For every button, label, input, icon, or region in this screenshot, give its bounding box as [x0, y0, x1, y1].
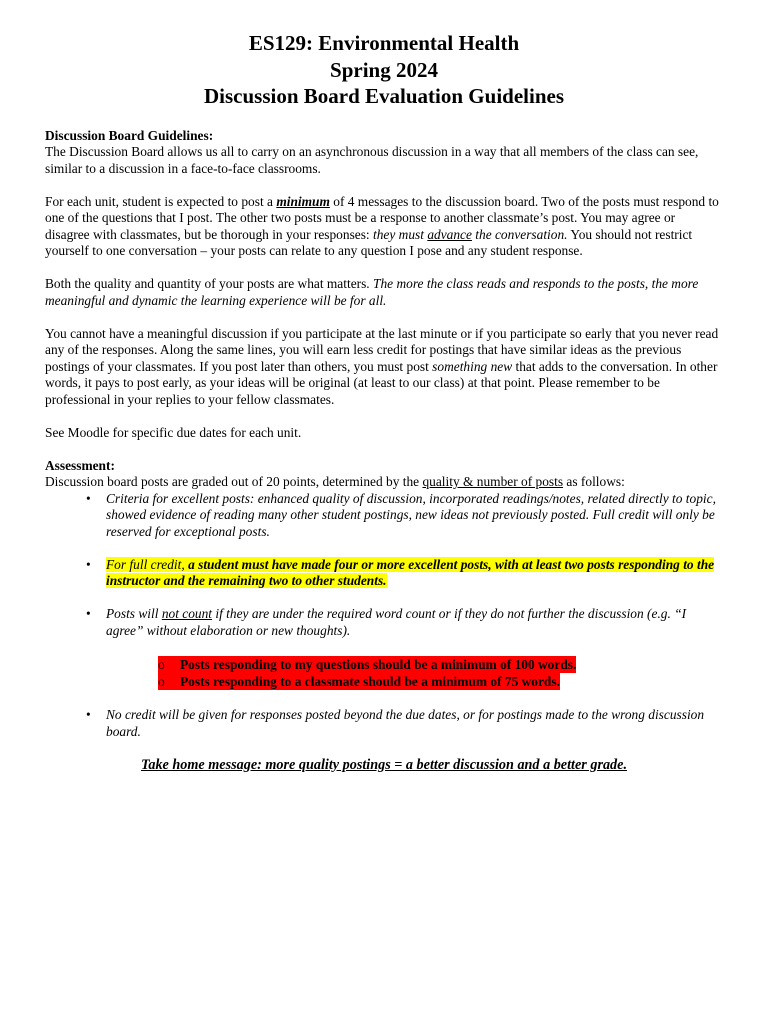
guidelines-heading: Discussion Board Guidelines: [45, 127, 214, 143]
p2-text-d: the conversation. [471, 226, 568, 242]
not-count-text-b: if they are under the required word count or if they do not further the discussion (e.g. “I agree” without elaboration or new thoughts). [106, 606, 687, 638]
guidelines-paragraph-1: The Discussion Board allows us all to carry on an asynchronous discussion in a way that all members of the class can see, similar to a discussion in a face-to-face classrooms. [45, 144, 699, 176]
bullet-text: Criteria for excellent posts: enhanced quality of discussion, incorporated readings/notes, related directly to topic, showed evidence of reading many other student postings, new ideas not previously posted. Full credit will only be reserved for exceptional posts. [106, 490, 716, 539]
full-credit-highlight [106, 557, 714, 589]
bullet-not-count [86, 606, 723, 639]
word-count-classmate-text: Posts responding to a classmate should be a minimum of 75 words. [180, 674, 560, 689]
guidelines-paragraph-2 [45, 194, 723, 260]
p4-text-a: You cannot have a meaningful discussion if you participate at the last minute or if you participate so early that you never read any of the responses. Along the same lines, you will earn less credit for postings that have similar ideas as the previous postings of your classmates. If you post later than others, you must post [45, 325, 719, 374]
take-home-message: Take home message: more quality postings = a better discussion and a better grade. [141, 756, 627, 773]
something-new-phrase: something new [432, 358, 513, 374]
word-count-questions-text: Posts responding to my questions should be a minimum of 100 words. [180, 656, 577, 672]
full-credit-text-a: For full credit, [106, 556, 189, 572]
sub-bullet-marker: o [158, 656, 165, 672]
bullet-marker: • [86, 490, 91, 506]
no-credit-text: No credit will be given for responses posted beyond the due dates, or for postings made to the wrong discussion board. [106, 707, 705, 739]
course-title: ES129: Environmental Health [248, 31, 520, 55]
p2-text-a: For each unit, student is expected to post a [45, 193, 277, 209]
not-count-underlined: not count [161, 606, 213, 621]
intro-text-b: as follows: [563, 474, 625, 489]
guidelines-paragraph-4 [45, 326, 723, 409]
p2-text-c: they must [373, 226, 428, 242]
guidelines-paragraph-3 [45, 276, 723, 309]
guidelines-paragraph-5: See Moodle for specific due dates for each unit. [45, 424, 302, 440]
full-credit-text-b: a student must have made four or more excellent posts, with at least two posts responding to the instructor and the remaining two to other students. [106, 556, 715, 588]
p2-text-e: You should not restrict yourself to one conversation – your posts can relate to any question I pose and any student response. [45, 226, 693, 258]
advance-word: advance [427, 226, 472, 242]
p2-text-b: of 4 messages to the discussion board. Two of the posts must respond to one of the questions that I post. The other two posts must be a response to another classmate’s post. You may agree or disagree with classmates, but be thorough in your responses: [45, 193, 719, 242]
advance-phrase [373, 227, 568, 242]
quality-number-phrase: quality & number of posts [422, 474, 564, 489]
assessment-bullet-list [45, 491, 723, 640]
p3-text-a: Both the quality and quantity of your posts are what matters. [45, 276, 374, 291]
p3-italic-text: The more the class reads and responds to the posts, the more meaningful and dynamic the learning experience will be for all. [45, 276, 699, 308]
not-count-text-a: Posts will [106, 606, 162, 621]
p4-text-b: that adds to the conversation. In other words, it pays to post early, as your ideas will be original (at least to our class) at that point. Please remember to be professional in your replies to your fellow classmates. [45, 358, 718, 407]
term-title: Spring 2024 [330, 57, 438, 82]
guidelines-title: Discussion Board Evaluation Guidelines [203, 84, 564, 108]
assessment-intro [45, 474, 723, 491]
minimum-emphasis: minimum [276, 193, 330, 209]
word-count-sublist [45, 656, 723, 691]
bullet-marker: • [86, 606, 91, 621]
assessment-heading: Assessment: [45, 457, 115, 473]
word-count-classmate [158, 673, 560, 690]
bullet-marker: • [86, 556, 91, 572]
sub-bullet-marker: o [158, 674, 165, 689]
document-title [45, 30, 723, 110]
intro-text-a: Discussion board posts are graded out of 20 points, determined by the [45, 474, 423, 489]
bullet-marker: • [86, 707, 91, 722]
bullet-no-credit [86, 707, 723, 740]
bullet-excellent-criteria [86, 490, 723, 541]
word-count-questions [158, 656, 576, 673]
assessment-bullet-list-2 [45, 707, 723, 740]
bullet-full-credit [86, 556, 723, 590]
